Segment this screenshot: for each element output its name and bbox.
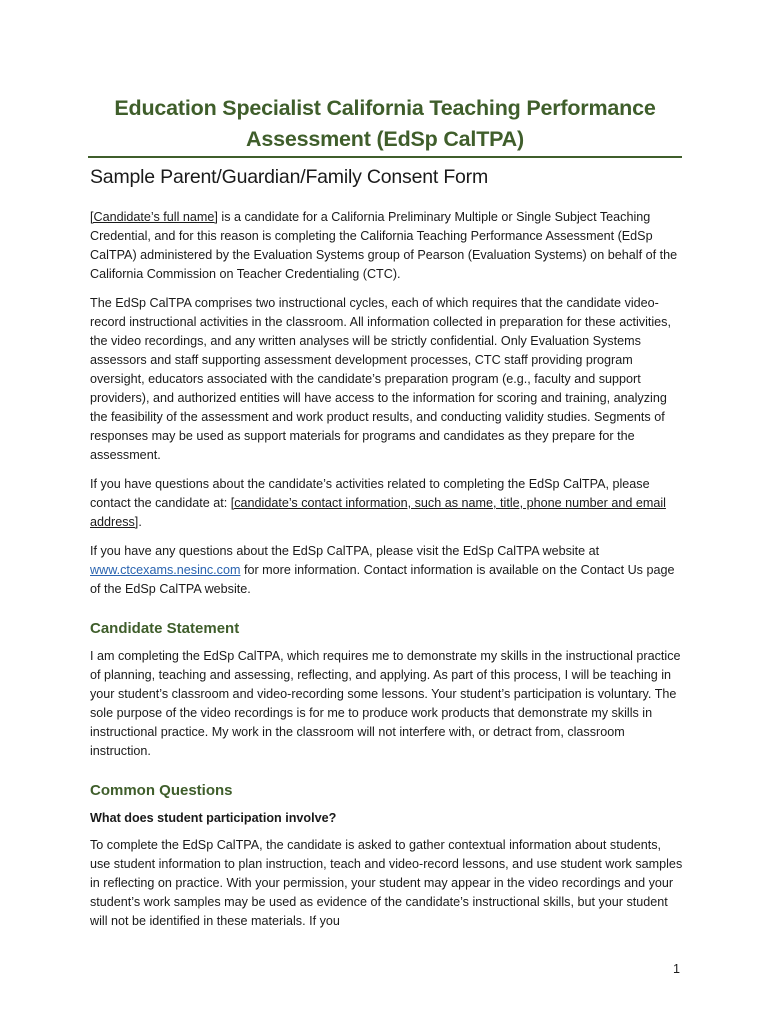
candidate-statement-heading: Candidate Statement [90,620,240,637]
title-divider [88,156,682,158]
cycles-paragraph: The EdSp CalTPA comprises two instructional cycles, each of which requires that the candidate video-record instructional activities in the classroom. All information collected in preparation for these activities, the video recordings, and any written analyses will be strictly confidential. Only Evaluation Systems assessors and staff supporting assessment development processes, CTC staff providing program oversight, educators associated with the candidate’s preparation program (e.g., faculty and support providers), and authorized entities will have access to the information for scoring and training, analyzing the feasibility of the assessment and work product results, and conducting validity studies. Segments of responses may be used as support materials for programs and candidates as they prepare for the assessment. [90,296,671,462]
form-subtitle: Sample Parent/Guardian/Family Consent Form [90,166,489,188]
page-number: 1 [672,962,680,976]
website-text-end: for more information. Contact information is available on the Contact Us page of the EdSp CalTPA website. [90,563,675,596]
candidate-name-placeholder: [Candidate’s full name] [90,210,218,224]
common-questions-heading: Common Questions [90,782,233,799]
candidate-statement-paragraph: I am completing the EdSp CalTPA, which requires me to demonstrate my skills in the instructional practice of planning, teaching and assessing, reflecting, and applying. As part of this process, I will be teaching in your student’s classroom and video-recording some lessons. Your student’s participation is voluntary. The sole purpose of the video recordings is for me to produce work products that demonstrate my skills in instructional practice. My work in the classroom will not interfere with, or detract from, classroom instruction. [90,649,681,758]
contact-info-placeholder: [candidate’s contact information, such as name, title, phone number and email address] [90,496,666,529]
website-paragraph [90,542,684,599]
question-answer-paragraph: To complete the EdSp CalTPA, the candidate is asked to gather contextual information about students, use student information to plan instruction, teach and video-record lessons, and use student work samples in reflecting on practice. With your permission, your student may appear in the video recordings and your student’s work samples may be used as evidence of the candidate’s instructional skills, but your student will not be identified in these materials. If you [90,838,683,928]
contact-text-end: . [138,515,142,529]
contact-paragraph [90,475,684,532]
website-link[interactable]: www.ctcexams.nesinc.com [90,563,241,577]
contact-text: If you have questions about the candidate’s activities related to completing the EdSp CalTPA, please contact the candidate at: [90,477,650,510]
website-text: If you have any questions about the EdSp CalTPA, please visit the EdSp CalTPA website at [90,544,600,558]
intro-text: is a candidate for a California Preliminary Multiple or Single Subject Teaching Credential, and for this reason is completing the California Teaching Performance Assessment (EdSp CalTPA) administered by the Evaluation Systems group of Pearson (Evaluation Systems) on behalf of the California Commission on Teacher Credentialing (CTC). [90,210,678,281]
question-heading: What does student participation involve? [90,811,337,825]
document-title: Education Specialist California Teaching Performance Assessment (EdSp CalTPA) [114,96,656,151]
document-body [90,208,684,941]
intro-paragraph [90,208,684,284]
